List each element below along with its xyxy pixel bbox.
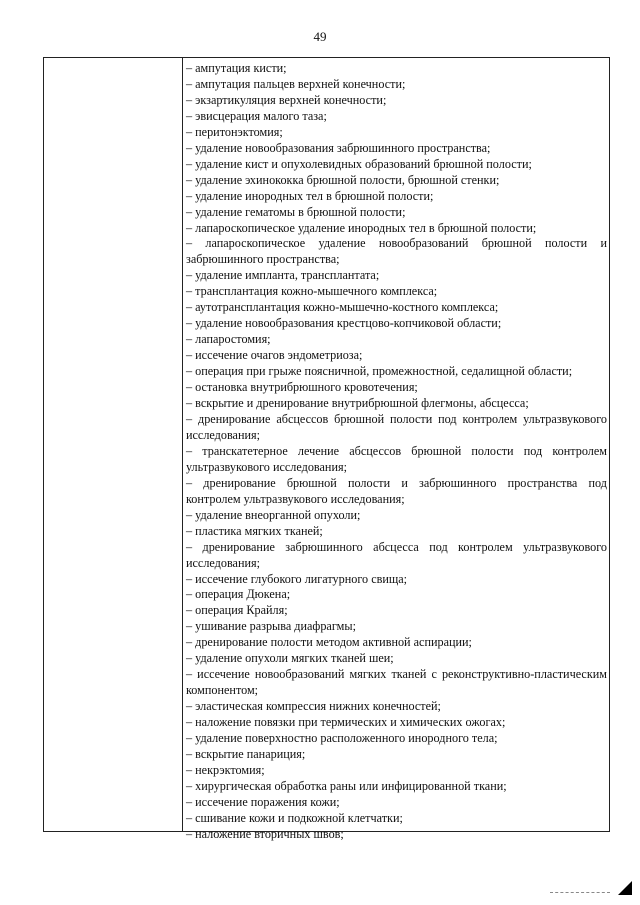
procedure-item: – иссечение очагов эндометриоза; — [186, 348, 363, 363]
procedure-item: – наложение вторичных швов; — [186, 826, 344, 841]
procedure-item: – иссечение глубокого лигатурного свища; — [186, 571, 408, 586]
procedure-item: – дренирование полости методом активной аспирации; — [186, 635, 472, 650]
procedure-item: – дренирование абсцессов брюшной полости под контролем ультразвукового исследования; — [186, 411, 607, 442]
scan-edge-line — [550, 892, 610, 893]
procedure-item: – удаление опухоли мягких тканей шеи; — [186, 651, 394, 666]
procedure-item: – удаление кист и опухолевидных образований брюшной полости; — [186, 156, 532, 171]
procedure-item: – вскрытие и дренирование внутрибрюшной флегмоны, абсцесса; — [186, 396, 529, 411]
procedure-item: – эластическая компрессия нижних конечностей; — [186, 699, 441, 714]
procedure-item: – удаление эхинококка брюшной полости, брюшной стенки; — [186, 172, 500, 187]
procedure-item: – удаление инородных тел в брюшной полости; — [186, 188, 434, 203]
procedure-item: – лапаростомия; — [186, 332, 271, 347]
procedure-item: – аутотрансплантация кожно-мышечно-костного комплекса; — [186, 300, 499, 315]
procedure-item: – удаление импланта, трансплантата; — [186, 268, 380, 283]
procedure-item: – трансплантация кожно-мышечного комплекса; — [186, 284, 438, 299]
procedure-item: – лапароскопическое удаление новообразований брюшной полости и забрюшинного пространства; — [186, 236, 607, 267]
procedure-item: – хирургическая обработка раны или инфицированной ткани; — [186, 778, 507, 793]
procedure-item: – вскрытие панариция; — [186, 746, 306, 761]
procedure-item: – операция Дюкена; — [186, 587, 291, 602]
procedure-item: – остановка внутрибрюшного кровотечения; — [186, 380, 418, 395]
table-left-cell — [44, 58, 182, 831]
procedure-item: – иссечение поражения кожи; — [186, 794, 340, 809]
procedure-list — [186, 61, 607, 843]
procedure-item: – лапароскопическое удаление инородных тел в брюшной полости; — [186, 220, 537, 235]
procedure-item: – операция при грыже поясничной, промежностной, седалищной области; — [186, 364, 573, 379]
procedure-item: – дренирование брюшной полости и забрюшинного пространства под контролем ультразвукового исследования; — [186, 475, 607, 506]
column-divider — [182, 58, 183, 831]
procedure-item: – удаление новообразования крестцово-копчиковой области; — [186, 316, 502, 331]
procedure-item: – иссечение новообразований мягких тканей с реконструктивно-пластическим компонентом; — [186, 667, 607, 698]
procedure-item: – ушивание разрыва диафрагмы; — [186, 619, 356, 634]
procedure-item: – дренирование забрюшинного абсцесса под контролем ультразвукового исследования; — [186, 539, 607, 570]
procedure-item: – наложение повязки при термических и химических ожогах; — [186, 715, 506, 730]
procedure-item: – экзартикуляция верхней конечности; — [186, 92, 387, 107]
procedure-item: – удаление новообразования забрюшинного пространства; — [186, 140, 491, 155]
procedure-item: – удаление поверхностно расположенного инородного тела; — [186, 731, 498, 746]
procedure-item: – удаление внеорганной опухоли; — [186, 507, 361, 522]
procedures-table — [43, 57, 610, 841]
procedure-item: – ампутация кисти; — [186, 61, 287, 75]
page-corner-mark — [618, 881, 632, 895]
procedure-item: – эвисцерация малого таза; — [186, 108, 327, 123]
page-number: 49 — [313, 29, 327, 44]
procedure-item: – перитонэктомия; — [186, 124, 283, 139]
procedure-item: – сшивание кожи и подкожной клетчатки; — [186, 810, 403, 825]
procedure-item: – пластика мягких тканей; — [186, 523, 323, 538]
procedure-item: – ампутация пальцев верхней конечности; — [186, 76, 406, 91]
procedure-item: – удаление гематомы в брюшной полости; — [186, 204, 406, 219]
procedure-item: – операция Крайля; — [186, 603, 288, 618]
procedure-item: – транскатетерное лечение абсцессов брюшной полости под контролем ультразвукового исследования; — [186, 443, 607, 474]
procedure-item: – некрэктомия; — [186, 762, 265, 777]
